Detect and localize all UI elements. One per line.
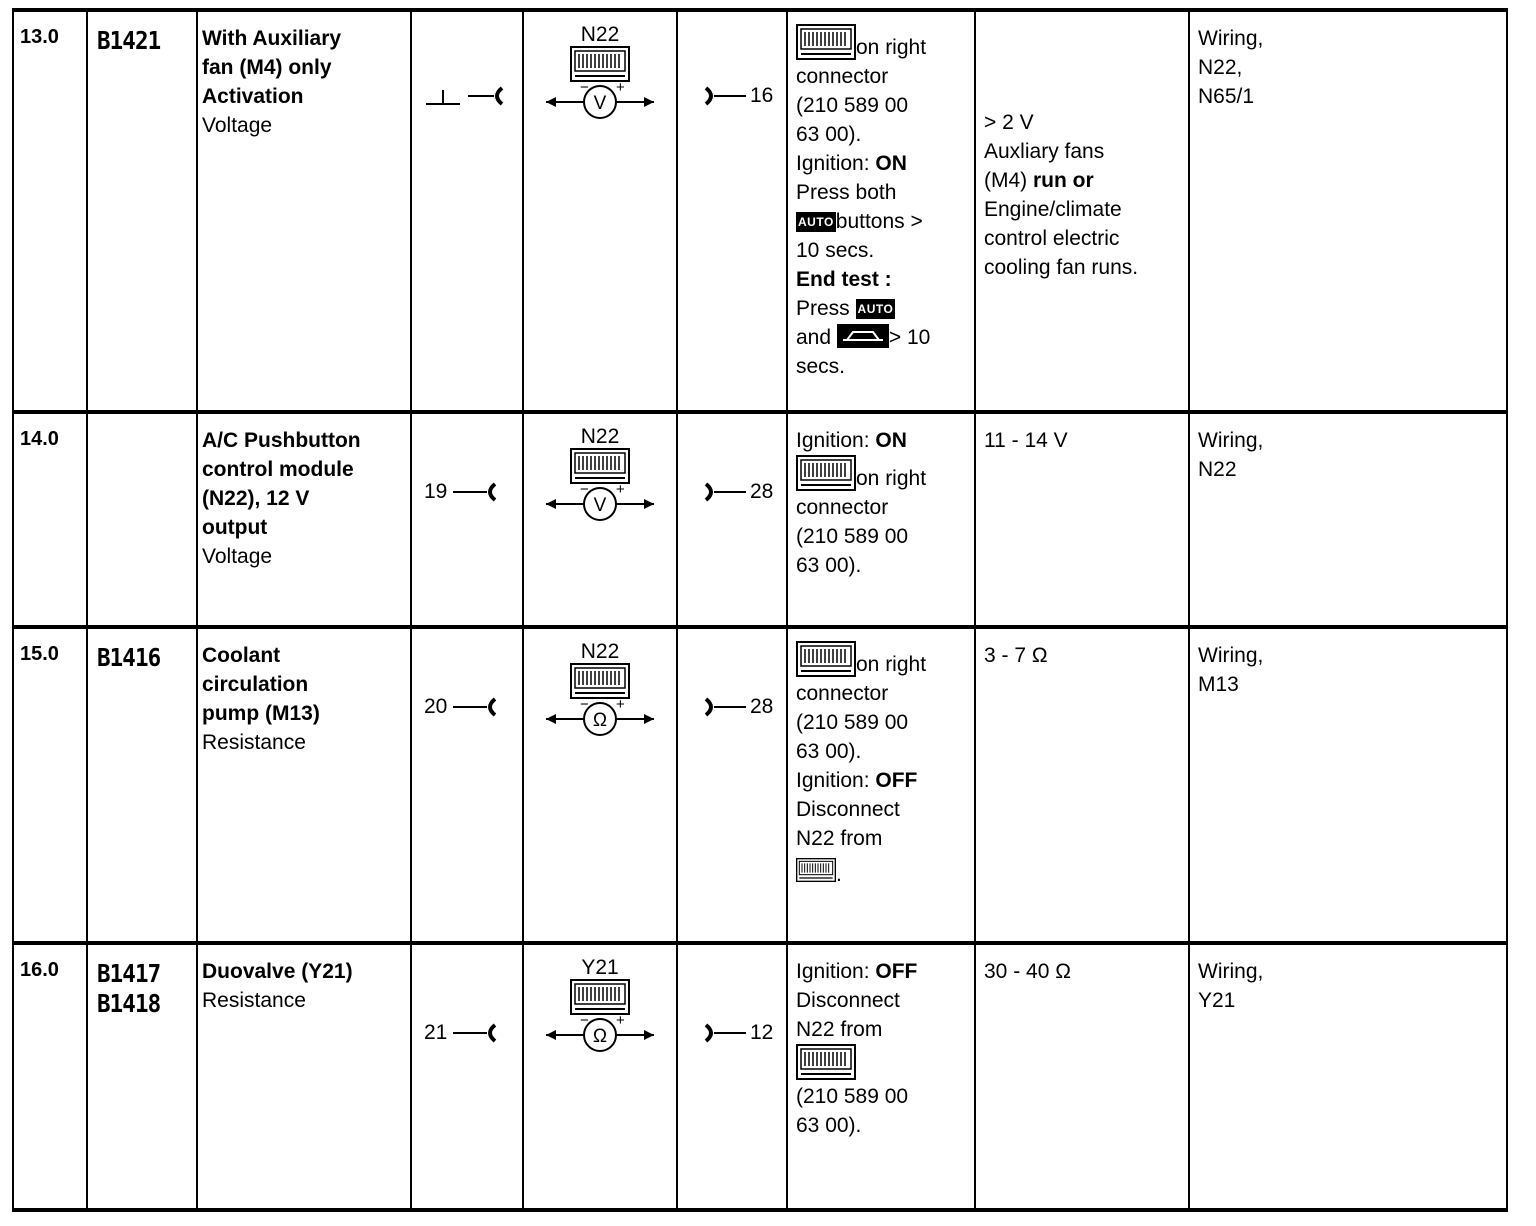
test-description [198,414,410,625]
desc-bold-line: A/C Pushbutton [202,429,361,452]
step-number: 16.0 [20,959,59,981]
possible-cause [1190,12,1508,410]
probe-right-icon [702,1021,748,1045]
pin-right-number: 16 [750,84,774,107]
meter-cell [524,629,676,941]
probe-right-icon [702,84,748,108]
tc-line: AUTObuttons > [798,210,923,233]
probe-left-icon [451,480,499,504]
nominal-line: > 2 V [984,111,1034,134]
tc-line: 10 secs. [796,239,875,262]
pin-right [702,1021,773,1045]
svg-text:−: − [580,79,589,96]
nominal-line: Auxliary fans [984,140,1105,163]
meter-graphic [544,979,656,1055]
pin-right-cell [678,629,786,941]
tc-line [796,1044,970,1082]
probe-right-icon [702,480,748,504]
desc-bold-line: (N22), 12 V [202,487,310,510]
tc-line: on right [796,641,970,679]
test-description [198,629,410,941]
test-condition [788,414,974,625]
nominal-value [976,945,1188,1208]
desc-plain-line: Voltage [202,545,273,568]
desc-bold-line: Duovalve (Y21) [202,960,353,983]
pin-left-cell [412,414,522,625]
connector-box-icon [796,455,856,491]
pin-right-cell [678,945,786,1208]
nominal-line: 3 - 7 Ω [984,644,1048,667]
auto-button-icon: AUTO [856,299,896,319]
row-divider [12,1208,1508,1212]
meter-symbol: V [593,93,607,114]
cause-line: Wiring, [1198,27,1264,50]
multimeter-icon [544,957,656,1060]
tc-line: connector [796,496,889,519]
desc-bold-line: control module [202,458,354,481]
meter-graphic [544,448,656,524]
nominal-line: cooling fan runs. [984,256,1139,279]
meter-cell [524,945,676,1208]
desc-bold-line: fan (M4) only [202,56,332,79]
nominal-value [976,414,1188,625]
possible-cause [1190,629,1508,941]
fault-code [88,12,183,410]
test-condition [788,12,974,410]
step-number: 14.0 [20,428,59,450]
tc-line: on right [796,24,970,62]
tc-line: N22 from [796,1018,883,1041]
connector-box-icon [796,24,856,60]
cause-line: Wiring, [1198,960,1264,983]
tc-line: 63 00). [796,1114,862,1137]
recirculation-button-icon [837,324,889,348]
possible-cause [1190,945,1508,1208]
table-row [12,12,1508,410]
meter-symbol: V [593,495,607,516]
tc-line: 63 00). [796,740,862,763]
tc-line: . [796,853,970,889]
connector-box-icon [796,853,836,887]
meter-cell [524,12,676,410]
pin-left-cell [412,945,522,1208]
cause-line: N22, [1198,56,1243,79]
nominal-line: 30 - 40 Ω [984,960,1071,983]
tc-line: (210 589 00 [796,1085,909,1108]
auto-button-icon: AUTO [796,212,836,232]
pin-right-cell [678,414,786,625]
tc-line: Press both [796,181,897,204]
test-condition [788,945,974,1208]
meter-label: N22 [580,425,620,448]
cause-line: Wiring, [1198,429,1264,452]
desc-bold-line: Activation [202,85,304,108]
nominal-line: control electric [984,227,1120,250]
test-description [198,945,410,1208]
fault-code-line: B1421 [97,26,161,55]
tc-line: secs. [796,355,846,378]
meter-graphic [544,663,656,739]
fault-code [88,945,183,1208]
desc-bold-line: pump (M13) [202,702,320,725]
connector-box-icon [796,1044,856,1080]
desc-plain-line: Resistance [202,731,306,754]
fault-code [88,414,183,625]
tc-line: Disconnect [796,798,900,821]
table-row [12,414,1508,625]
pin-left [424,1021,499,1045]
tc-line: 63 00). [796,554,862,577]
pin-left-number: 19 [424,480,448,503]
tc-line: on right [796,455,970,493]
meter-label: N22 [580,640,620,663]
svg-text:−: − [580,1012,589,1029]
tc-line: and > 10 [796,326,931,349]
tc-line: (210 589 00 [796,94,909,117]
possible-cause [1190,414,1508,625]
tc-line: (210 589 00 [796,525,909,548]
fault-code [88,629,183,941]
pin-left [424,480,499,504]
svg-text:−: − [580,696,589,713]
pin-left-cell [412,12,522,410]
meter-label: Y21 [581,956,619,979]
multimeter-icon [544,641,656,744]
pin-left-cell [412,629,522,941]
nominal-line: Engine/climate [984,198,1122,221]
pin-right [702,84,773,108]
meter-symbol: Ω [592,1026,608,1047]
desc-bold-line: With Auxiliary [202,27,342,50]
pin-right [702,695,773,719]
pin-right-number: 28 [750,480,774,503]
tc-line: End test : [796,268,892,291]
step-number: 13.0 [20,26,59,48]
svg-text:+: + [616,481,625,498]
test-condition [788,629,974,941]
pin-left-number: 21 [424,1021,448,1044]
nominal-line: 11 - 14 V [984,429,1068,452]
tc-line: N22 from [796,827,883,850]
tc-line: Press AUTO [796,297,894,320]
tc-line: connector [796,682,889,705]
cause-line: N22 [1198,458,1237,481]
table-row [12,629,1508,941]
table-row [12,945,1508,1208]
pin-right-number: 12 [750,1021,774,1044]
meter-graphic [544,46,656,122]
cause-line: M13 [1198,673,1239,696]
tc-line: Ignition: OFF [796,769,918,792]
multimeter-icon [544,426,656,529]
tc-line: (210 589 00 [796,711,909,734]
pin-right-cell [678,12,786,410]
desc-bold-line: circulation [202,673,309,696]
pin-left [424,84,504,108]
ground-probe-icon [424,84,504,108]
probe-left-icon [451,695,499,719]
pin-left-number: 20 [424,695,448,718]
pin-left [424,695,499,719]
svg-text:+: + [616,1012,625,1029]
step-number: 15.0 [20,643,59,665]
fault-code-line: B1418 [97,989,161,1018]
connector-box-icon [796,641,856,677]
desc-bold-line: Coolant [202,644,281,667]
tc-line: Ignition: ON [796,152,907,175]
fault-code-line: B1417 [97,959,161,988]
tc-line: 63 00). [796,123,862,146]
test-description [198,12,410,410]
meter-label: N22 [580,23,620,46]
tc-line: Disconnect [796,989,900,1012]
meter-symbol: Ω [592,710,608,731]
nominal-line: (M4) run or [984,169,1094,192]
cause-line: Y21 [1198,989,1236,1012]
pin-right-number: 28 [750,695,774,718]
svg-text:+: + [616,696,625,713]
svg-text:+: + [616,79,625,96]
cause-line: Wiring, [1198,644,1264,667]
tc-line: Ignition: ON [796,429,907,452]
desc-bold-line: output [202,516,268,539]
pin-right [702,480,773,504]
cause-line: N65/1 [1198,85,1255,108]
tc-line: connector [796,65,889,88]
desc-plain-line: Voltage [202,114,273,137]
probe-left-icon [451,1021,499,1045]
desc-plain-line: Resistance [202,989,306,1012]
probe-right-icon [702,695,748,719]
meter-cell [524,414,676,625]
nominal-value [976,629,1188,941]
svg-text:−: − [580,481,589,498]
test-table [12,8,1508,1212]
tc-line: Ignition: OFF [796,960,918,983]
multimeter-icon [544,24,656,127]
nominal-value [976,12,1188,410]
fault-code-line: B1416 [97,643,161,672]
